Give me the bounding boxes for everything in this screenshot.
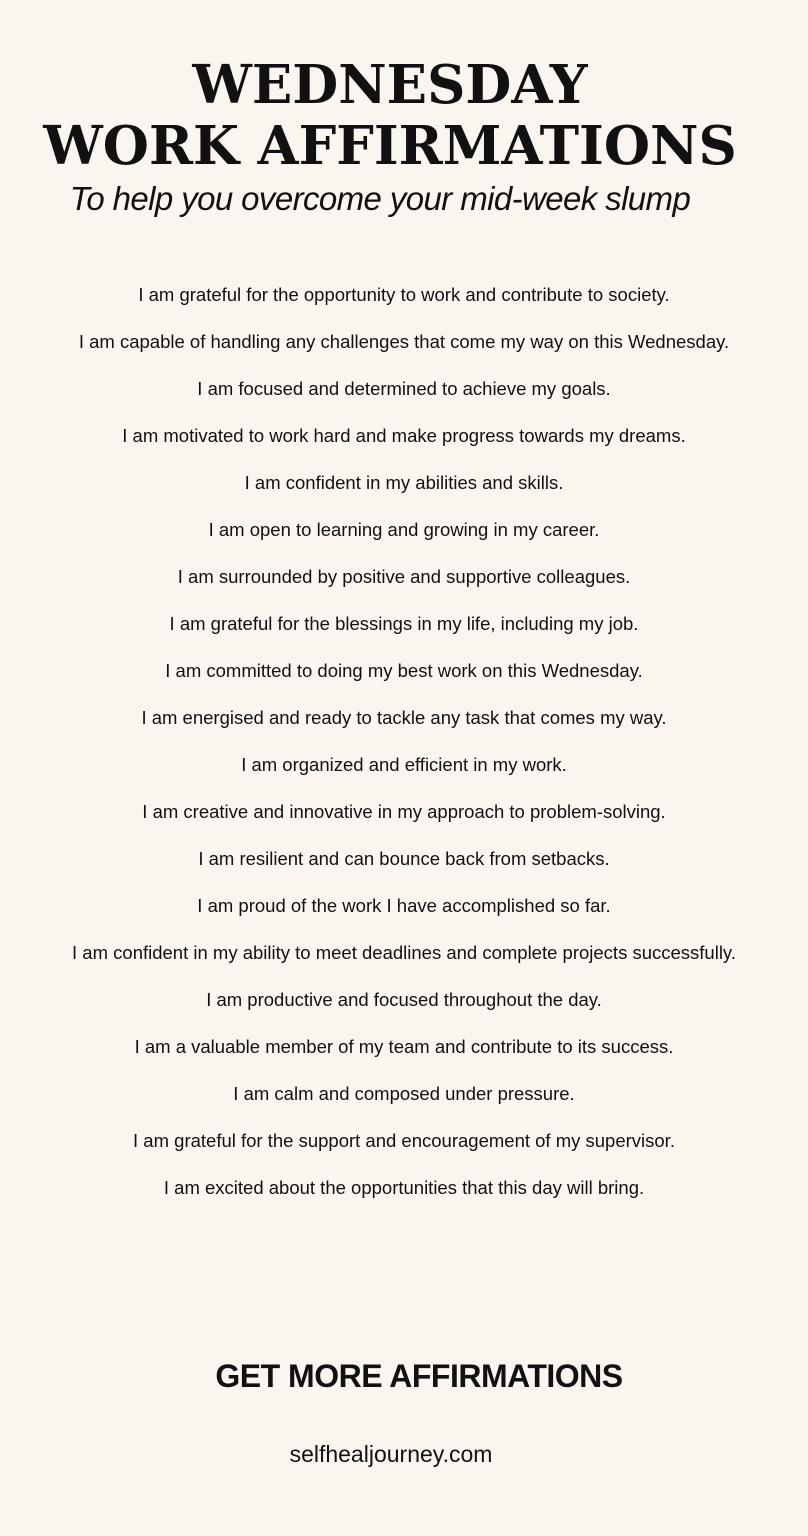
list-item: I am excited about the opportunities that this day will bring. <box>163 1177 645 1198</box>
list-item: I am grateful for the blessings in my life, including my job. <box>169 613 639 634</box>
list-item: I am creative and innovative in my approach to problem-solving. <box>142 801 666 822</box>
list-item: I am motivated to work hard and make progress towards my dreams. <box>122 425 686 446</box>
list-item: I am organized and efficient in my work. <box>241 754 567 775</box>
list-item: I am proud of the work I have accomplished so far. <box>197 895 611 916</box>
list-item: I am open to learning and growing in my career. <box>208 519 600 540</box>
website-url: selfhealjourney.com <box>289 1441 493 1467</box>
list-item: I am a valuable member of my team and contribute to its success. <box>134 1036 674 1057</box>
list-item: I am surrounded by positive and supportive colleagues. <box>177 566 631 587</box>
list-item: I am calm and composed under pressure. <box>233 1083 575 1104</box>
list-item: I am resilient and can bounce back from setbacks. <box>198 848 610 869</box>
list-item: I am committed to doing my best work on this Wednesday. <box>165 660 643 681</box>
affirmations-list <box>48 271 760 1211</box>
list-item: I am focused and determined to achieve my goals. <box>197 378 611 399</box>
list-item: I am capable of handling any challenges that come my way on this Wednesday. <box>78 331 730 352</box>
get-more-affirmations-heading: GET MORE AFFIRMATIONS <box>215 1358 623 1394</box>
list-item: I am energised and ready to tackle any task that comes my way. <box>141 707 667 728</box>
list-item: I am grateful for the support and encouragement of my supervisor. <box>133 1130 675 1151</box>
page-title-line-2: WORK AFFIRMATIONS <box>43 115 737 177</box>
list-item: I am confident in my ability to meet deadlines and complete projects successfully. <box>72 942 736 963</box>
list-item: I am productive and focused throughout the day. <box>206 989 602 1010</box>
list-item: I am grateful for the opportunity to work and contribute to society. <box>138 284 670 305</box>
list-item: I am confident in my abilities and skills. <box>244 472 564 493</box>
page-subtitle: To help you overcome your mid-week slump <box>69 180 691 217</box>
page-title-line-1: WEDNESDAY <box>192 54 588 116</box>
